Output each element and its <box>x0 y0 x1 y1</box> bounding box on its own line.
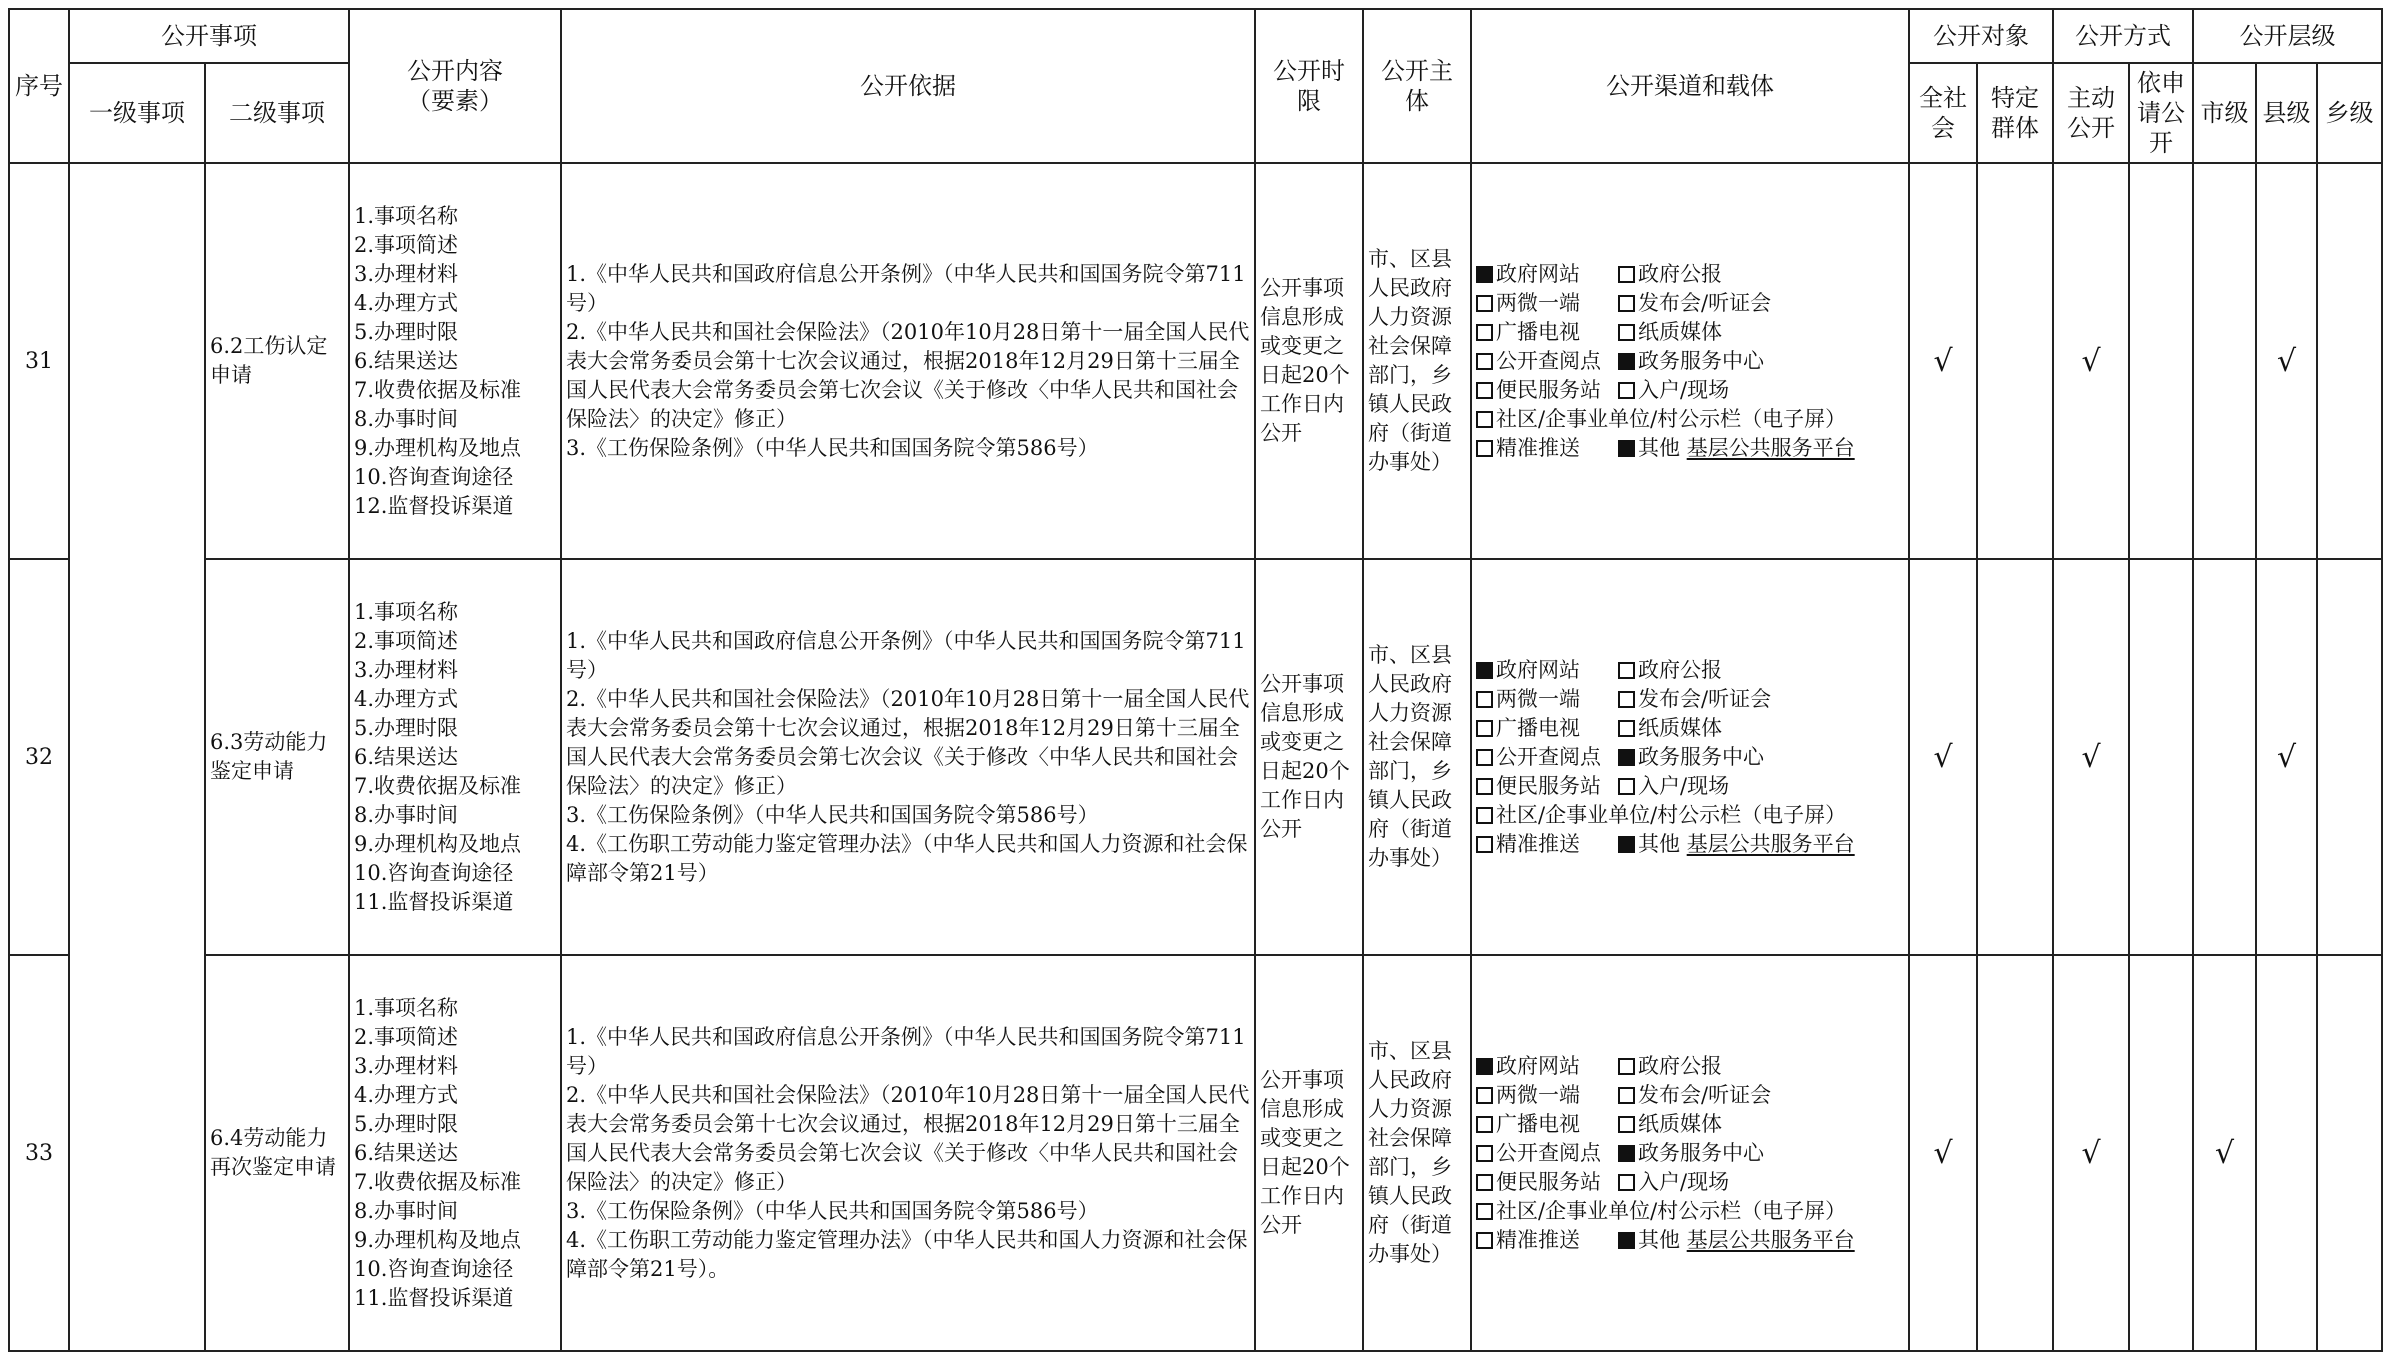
channel-option <box>1618 1081 1771 1110</box>
channel-option <box>1476 1110 1618 1139</box>
channel-option <box>1618 772 1729 801</box>
channel-label: 两微一端 <box>1496 1082 1580 1107</box>
content-element: 2.事项简述 <box>354 628 459 653</box>
checkbox-icon <box>1618 691 1635 708</box>
channel-option <box>1476 1081 1618 1110</box>
channel-option <box>1618 656 1722 685</box>
checkbox-icon <box>1476 295 1493 312</box>
checkbox-icon <box>1476 266 1493 283</box>
channel-label: 社区/企事业单位/村公示栏（电子屏） <box>1496 802 1847 827</box>
row-item <box>205 163 349 559</box>
channel-label: 精准推送 <box>1496 831 1580 856</box>
channel-row <box>1476 405 1904 434</box>
content-element: 4.办理方式 <box>354 290 459 315</box>
channel-row <box>1476 434 1904 463</box>
header-method: 公开方式 <box>2053 9 2193 63</box>
row-content <box>349 955 561 1351</box>
row-basis <box>561 559 1255 955</box>
checkbox-icon <box>1618 1058 1635 1075</box>
header-level-county: 县级 <box>2256 63 2317 163</box>
channel-row <box>1476 289 1904 318</box>
channel-option <box>1476 289 1618 318</box>
channel-row <box>1476 801 1904 830</box>
channel-label: 广播电视 <box>1496 319 1580 344</box>
row-level-county: √ <box>2256 559 2317 955</box>
header-level: 公开层级 <box>2193 9 2382 63</box>
channel-label: 广播电视 <box>1496 1111 1580 1136</box>
row-basis <box>561 163 1255 559</box>
channel-row <box>1476 1081 1904 1110</box>
checkbox-icon <box>1476 1174 1493 1191</box>
header-items: 公开事项 <box>69 9 349 63</box>
checkbox-icon <box>1476 324 1493 341</box>
checkbox-icon <box>1476 353 1493 370</box>
row-time-limit: 公开事项信息形成或变更之日起20个工作日内公开 <box>1255 559 1363 955</box>
row-target-specific <box>1977 955 2053 1351</box>
channel-label: 政务服务中心 <box>1638 1140 1764 1165</box>
channel-option <box>1476 1168 1618 1197</box>
checkbox-icon <box>1476 662 1493 679</box>
content-element: 10.咨询查询途径 <box>354 464 514 489</box>
content-element: 2.事项简述 <box>354 1024 459 1049</box>
checkbox-icon <box>1476 691 1493 708</box>
row-target-specific <box>1977 163 2053 559</box>
row-method-active: √ <box>2053 163 2129 559</box>
channel-option <box>1476 347 1618 376</box>
channel-option <box>1476 1139 1618 1168</box>
item-name: 6.2工伤认定申请 <box>210 334 328 387</box>
checkbox-icon <box>1476 749 1493 766</box>
channel-label: 政府网站 <box>1496 261 1580 286</box>
channel-option <box>1618 714 1722 743</box>
channel-row <box>1476 830 1904 859</box>
row-item <box>205 955 349 1351</box>
basis-entry: 3.《工伤保险条例》（中华人民共和国国务院令第586号） <box>566 1198 1099 1223</box>
checkbox-icon <box>1618 1087 1635 1104</box>
row-seq: 33 <box>9 955 69 1351</box>
channel-label: 精准推送 <box>1496 435 1580 460</box>
header-target: 公开对象 <box>1909 9 2053 63</box>
content-element: 4.办理方式 <box>354 1082 459 1107</box>
channel-row <box>1476 1168 1904 1197</box>
checkbox-icon <box>1476 1058 1493 1075</box>
channel-row <box>1476 714 1904 743</box>
item-name: 6.3劳动能力鉴定申请 <box>210 730 328 783</box>
channel-option <box>1618 685 1771 714</box>
header-level-town: 乡级 <box>2317 63 2382 163</box>
content-element: 8.办事时间 <box>354 802 459 827</box>
channel-option <box>1618 1168 1729 1197</box>
header-level-city: 市级 <box>2193 63 2256 163</box>
channel-label: 政府网站 <box>1496 1053 1580 1078</box>
content-element: 9.办理机构及地点 <box>354 831 522 856</box>
content-element: 12.监督投诉渠道 <box>354 493 514 518</box>
checkbox-icon <box>1476 1203 1493 1220</box>
channel-label: 精准推送 <box>1496 1227 1580 1252</box>
content-element: 1.事项名称 <box>354 995 459 1020</box>
channel-label: 便民服务站 <box>1496 773 1601 798</box>
channel-option <box>1476 434 1618 463</box>
channel-label: 其他 <box>1638 1227 1680 1252</box>
header-level1: 一级事项 <box>69 63 205 163</box>
channel-option <box>1618 1052 1722 1081</box>
header-seq: 序号 <box>9 9 69 163</box>
row-channels <box>1471 163 1909 559</box>
row-level-county: √ <box>2256 163 2317 559</box>
content-element: 7.收费依据及标准 <box>354 377 522 402</box>
row-subject: 市、区县人民政府人力资源社会保障部门，乡镇人民政府（街道办事处） <box>1363 559 1471 955</box>
table-row <box>9 559 2382 955</box>
channel-option <box>1476 830 1618 859</box>
channel-row <box>1476 656 1904 685</box>
channel-row <box>1476 1110 1904 1139</box>
content-element: 11.监督投诉渠道 <box>354 1285 514 1310</box>
checkbox-icon <box>1618 382 1635 399</box>
checkbox-icon <box>1618 1232 1635 1249</box>
content-element: 11.监督投诉渠道 <box>354 889 514 914</box>
row-level-city <box>2193 559 2256 955</box>
channel-option <box>1476 1226 1618 1255</box>
checkbox-icon <box>1476 411 1493 428</box>
channel-option <box>1476 656 1618 685</box>
channel-option <box>1618 830 1855 859</box>
content-element: 5.办理时限 <box>354 1111 459 1136</box>
channel-label: 便民服务站 <box>1496 1169 1601 1194</box>
channel-label: 政府公报 <box>1638 657 1722 682</box>
channel-other-value: 基层公共服务平台 <box>1686 435 1855 460</box>
row-level-county <box>2256 955 2317 1351</box>
channel-label: 纸质媒体 <box>1638 1111 1722 1136</box>
channel-option <box>1618 743 1764 772</box>
channel-option <box>1618 1139 1764 1168</box>
row-level-town <box>2317 955 2382 1351</box>
channel-label: 政府网站 <box>1496 657 1580 682</box>
channel-label: 纸质媒体 <box>1638 319 1722 344</box>
channel-label: 入户/现场 <box>1638 377 1730 402</box>
content-element: 9.办理机构及地点 <box>354 1227 522 1252</box>
channel-other-value: 基层公共服务平台 <box>1686 831 1855 856</box>
checkbox-icon <box>1618 662 1635 679</box>
checkbox-icon <box>1476 440 1493 457</box>
content-element: 5.办理时限 <box>354 715 459 740</box>
row-method-active: √ <box>2053 955 2129 1351</box>
content-element: 10.咨询查询途径 <box>354 860 514 885</box>
row-target-all: √ <box>1909 163 1977 559</box>
row-content <box>349 163 561 559</box>
row-level-town <box>2317 559 2382 955</box>
table-row <box>9 955 2382 1351</box>
row-subject: 市、区县人民政府人力资源社会保障部门，乡镇人民政府（街道办事处） <box>1363 163 1471 559</box>
channel-label: 社区/企事业单位/村公示栏（电子屏） <box>1496 406 1847 431</box>
basis-entry: 4.《工伤职工劳动能力鉴定管理办法》（中华人民共和国人力资源和社会保障部令第21号） <box>566 831 1248 885</box>
channel-option <box>1618 347 1764 376</box>
header-level2: 二级事项 <box>205 63 349 163</box>
channel-option <box>1476 1052 1618 1081</box>
checkbox-icon <box>1618 720 1635 737</box>
channel-other-value: 基层公共服务平台 <box>1686 1227 1855 1252</box>
channel-label: 两微一端 <box>1496 686 1580 711</box>
channel-option <box>1476 743 1618 772</box>
checkbox-icon <box>1476 382 1493 399</box>
content-element: 7.收费依据及标准 <box>354 1169 522 1194</box>
channel-row <box>1476 318 1904 347</box>
content-element: 10.咨询查询途径 <box>354 1256 514 1281</box>
row-target-all: √ <box>1909 955 1977 1351</box>
row-method-apply <box>2129 163 2193 559</box>
content-element: 8.办事时间 <box>354 1198 459 1223</box>
checkbox-icon <box>1476 720 1493 737</box>
channel-option <box>1618 318 1722 347</box>
checkbox-icon <box>1618 778 1635 795</box>
content-element: 1.事项名称 <box>354 599 459 624</box>
header-basis: 公开依据 <box>561 9 1255 163</box>
channel-row <box>1476 260 1904 289</box>
channel-option <box>1476 685 1618 714</box>
row-time-limit: 公开事项信息形成或变更之日起20个工作日内公开 <box>1255 955 1363 1351</box>
channel-option <box>1618 260 1722 289</box>
checkbox-icon <box>1618 1174 1635 1191</box>
channel-option <box>1618 289 1771 318</box>
channel-option <box>1476 376 1618 405</box>
level1-cell <box>69 163 205 1351</box>
channel-option <box>1476 1197 1846 1226</box>
channel-label: 公开查阅点 <box>1496 744 1601 769</box>
checkbox-icon <box>1476 807 1493 824</box>
checkbox-icon <box>1476 1232 1493 1249</box>
content-element: 9.办理机构及地点 <box>354 435 522 460</box>
content-element: 3.办理材料 <box>354 657 459 682</box>
row-level-city: √ <box>2193 955 2256 1351</box>
basis-entry: 1.《中华人民共和国政府信息公开条例》（中华人民共和国国务院令第711号） <box>566 1024 1246 1078</box>
channel-label: 入户/现场 <box>1638 1169 1730 1194</box>
basis-entry: 3.《工伤保险条例》（中华人民共和国国务院令第586号） <box>566 435 1099 460</box>
table-row <box>9 163 2382 559</box>
checkbox-icon <box>1618 749 1635 766</box>
row-item <box>205 559 349 955</box>
channel-row <box>1476 1197 1904 1226</box>
channel-row <box>1476 772 1904 801</box>
channel-row <box>1476 376 1904 405</box>
basis-entry: 1.《中华人民共和国政府信息公开条例》（中华人民共和国国务院令第711号） <box>566 261 1246 315</box>
checkbox-icon <box>1618 1145 1635 1162</box>
channel-label: 入户/现场 <box>1638 773 1730 798</box>
channel-label: 政务服务中心 <box>1638 744 1764 769</box>
header-method-apply: 依申请公开 <box>2129 63 2193 163</box>
channel-label: 发布会/听证会 <box>1638 686 1772 711</box>
channel-option <box>1476 318 1618 347</box>
content-element: 3.办理材料 <box>354 1053 459 1078</box>
channel-label: 便民服务站 <box>1496 377 1601 402</box>
row-channels <box>1471 559 1909 955</box>
channel-option <box>1476 405 1846 434</box>
row-basis <box>561 955 1255 1351</box>
header-subject: 公开主体 <box>1363 9 1471 163</box>
channel-option <box>1476 714 1618 743</box>
basis-entry: 2.《中华人民共和国社会保险法》（2010年10月28日第十一届全国人民代表大会常务委员会第十七次会议通过，根据2018年12月29日第十三届全国人民代表大会常务委员会第七次会议《关于修改〈中华人民共和国社会保险法〉的决定》修正） <box>566 686 1250 798</box>
content-element: 8.办事时间 <box>354 406 459 431</box>
channel-label: 纸质媒体 <box>1638 715 1722 740</box>
row-level-town <box>2317 163 2382 559</box>
channel-option <box>1476 260 1618 289</box>
checkbox-icon <box>1476 1087 1493 1104</box>
header-content <box>349 9 561 163</box>
channel-label: 其他 <box>1638 831 1680 856</box>
channel-label: 公开查阅点 <box>1496 348 1601 373</box>
channel-row <box>1476 1139 1904 1168</box>
content-element: 2.事项简述 <box>354 232 459 257</box>
channel-label: 政府公报 <box>1638 1053 1722 1078</box>
channel-label: 发布会/听证会 <box>1638 290 1772 315</box>
content-element: 7.收费依据及标准 <box>354 773 522 798</box>
content-element: 6.结果送达 <box>354 744 459 769</box>
checkbox-icon <box>1618 266 1635 283</box>
row-method-apply <box>2129 955 2193 1351</box>
row-target-all: √ <box>1909 559 1977 955</box>
channel-option <box>1618 1226 1855 1255</box>
row-subject: 市、区县人民政府人力资源社会保障部门，乡镇人民政府（街道办事处） <box>1363 955 1471 1351</box>
channel-label: 发布会/听证会 <box>1638 1082 1772 1107</box>
checkbox-icon <box>1618 295 1635 312</box>
content-element: 6.结果送达 <box>354 1140 459 1165</box>
channel-label: 政府公报 <box>1638 261 1722 286</box>
channel-label: 其他 <box>1638 435 1680 460</box>
checkbox-icon <box>1618 440 1635 457</box>
channel-option <box>1618 434 1855 463</box>
row-seq: 31 <box>9 163 69 559</box>
channel-option <box>1476 801 1846 830</box>
basis-entry: 4.《工伤职工劳动能力鉴定管理办法》（中华人民共和国人力资源和社会保障部令第21号）。 <box>566 1227 1248 1281</box>
channel-row <box>1476 347 1904 376</box>
channel-row <box>1476 743 1904 772</box>
checkbox-icon <box>1618 324 1635 341</box>
channel-label: 广播电视 <box>1496 715 1580 740</box>
row-method-apply <box>2129 559 2193 955</box>
item-name: 6.4劳动能力再次鉴定申请 <box>210 1126 336 1179</box>
channel-option <box>1476 772 1618 801</box>
content-element: 4.办理方式 <box>354 686 459 711</box>
content-element: 5.办理时限 <box>354 319 459 344</box>
checkbox-icon <box>1476 836 1493 853</box>
content-element: 3.办理材料 <box>354 261 459 286</box>
header-target-specific: 特定群体 <box>1977 63 2053 163</box>
channel-option <box>1618 1110 1722 1139</box>
channel-label: 政务服务中心 <box>1638 348 1764 373</box>
checkbox-icon <box>1476 778 1493 795</box>
row-target-specific <box>1977 559 2053 955</box>
basis-entry: 2.《中华人民共和国社会保险法》（2010年10月28日第十一届全国人民代表大会常务委员会第十七次会议通过，根据2018年12月29日第十三届全国人民代表大会常务委员会第七次会议《关于修改〈中华人民共和国社会保险法〉的决定》修正） <box>566 1082 1250 1194</box>
row-level-city <box>2193 163 2256 559</box>
header-content-line2: （要素） <box>407 87 503 115</box>
header-target-all: 全社会 <box>1909 63 1977 163</box>
disclosure-table <box>8 8 2383 1352</box>
channel-row <box>1476 1052 1904 1081</box>
header-method-active: 主动公开 <box>2053 63 2129 163</box>
content-element: 6.结果送达 <box>354 348 459 373</box>
checkbox-icon <box>1476 1145 1493 1162</box>
row-channels <box>1471 955 1909 1351</box>
header-content-line1: 公开内容 <box>407 57 503 85</box>
basis-entry: 3.《工伤保险条例》（中华人民共和国国务院令第586号） <box>566 802 1099 827</box>
row-seq: 32 <box>9 559 69 955</box>
row-method-active: √ <box>2053 559 2129 955</box>
channel-label: 社区/企事业单位/村公示栏（电子屏） <box>1496 1198 1847 1223</box>
row-content <box>349 559 561 955</box>
channel-row <box>1476 1226 1904 1255</box>
content-element: 1.事项名称 <box>354 203 459 228</box>
checkbox-icon <box>1476 1116 1493 1133</box>
channel-label: 公开查阅点 <box>1496 1140 1601 1165</box>
channel-option <box>1618 376 1729 405</box>
row-time-limit: 公开事项信息形成或变更之日起20个工作日内公开 <box>1255 163 1363 559</box>
checkbox-icon <box>1618 836 1635 853</box>
basis-entry: 2.《中华人民共和国社会保险法》（2010年10月28日第十一届全国人民代表大会常务委员会第十七次会议通过，根据2018年12月29日第十三届全国人民代表大会常务委员会第七次会议《关于修改〈中华人民共和国社会保险法〉的决定》修正） <box>566 319 1250 431</box>
channel-row <box>1476 685 1904 714</box>
channel-label: 两微一端 <box>1496 290 1580 315</box>
basis-entry: 1.《中华人民共和国政府信息公开条例》（中华人民共和国国务院令第711号） <box>566 628 1246 682</box>
header-time-limit: 公开时限 <box>1255 9 1363 163</box>
checkbox-icon <box>1618 1116 1635 1133</box>
header-channels: 公开渠道和载体 <box>1471 9 1909 163</box>
checkbox-icon <box>1618 353 1635 370</box>
